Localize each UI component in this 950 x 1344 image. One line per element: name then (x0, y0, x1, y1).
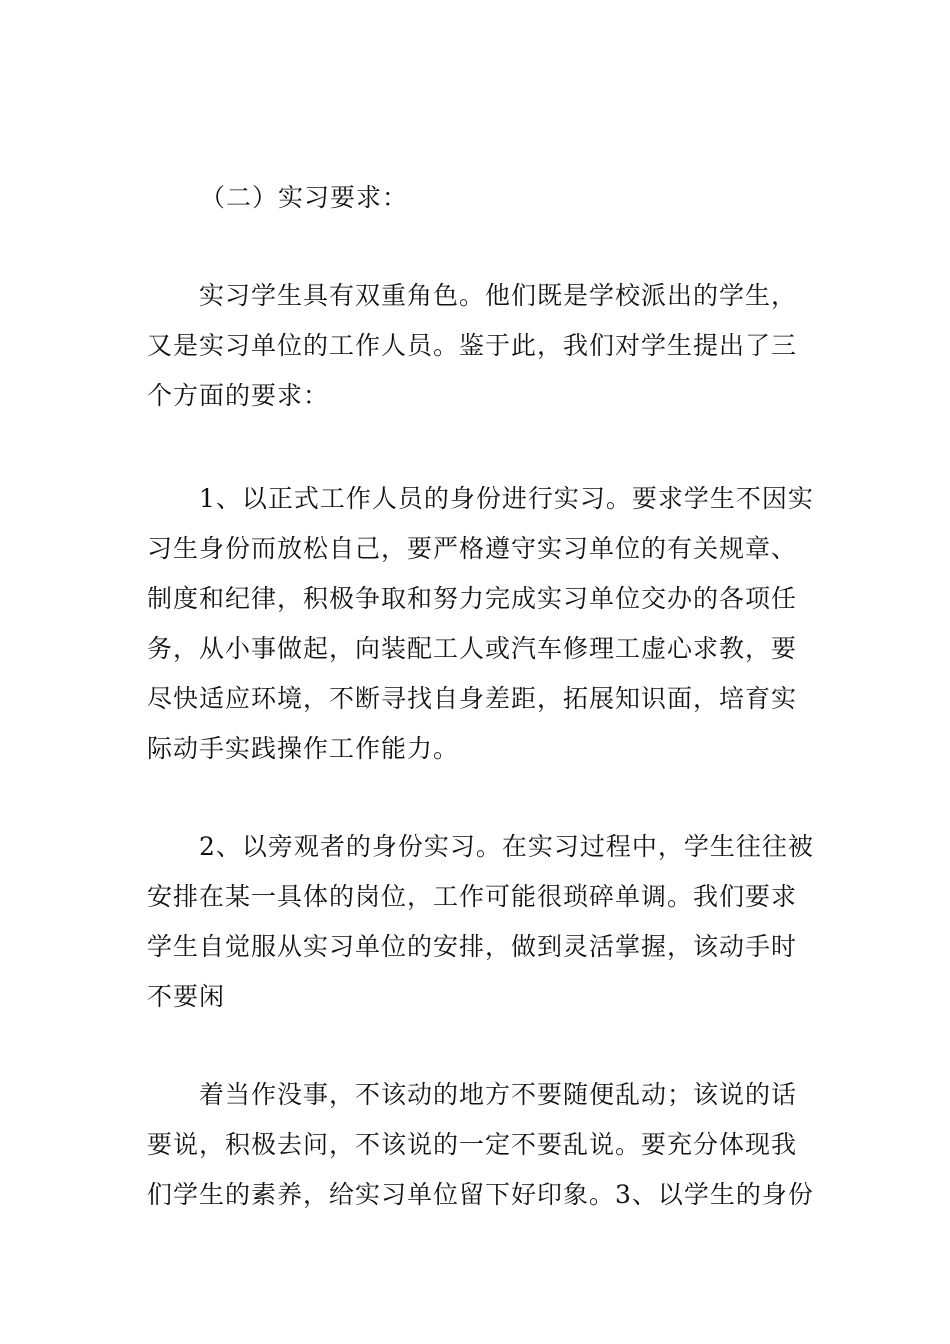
paragraph-line: 个方面的要求： (147, 381, 330, 410)
paragraph-line: 们学生的素养，给实习单位留下好印象。3、以学生的身份 (147, 1180, 814, 1209)
paragraph-line: 1、以正式工作人员的身份进行实习。要求学生不因实 (199, 484, 814, 513)
paragraph-line: 制度和纪律，积极争取和努力完成实习单位交办的各项任 (147, 584, 798, 613)
section-heading: （二）实习要求： (200, 183, 409, 212)
paragraph-line: 学生自觉服从实习单位的安排，做到灵活掌握，该动手时 (147, 932, 798, 961)
paragraph-line: 着当作没事，不该动的地方不要随便乱动；该说的话 (199, 1080, 798, 1109)
paragraph-line: 又是实习单位的工作人员。鉴于此，我们对学生提出了三 (147, 331, 798, 360)
paragraph-line: 安排在某一具体的岗位，工作可能很琐碎单调。我们要求 (147, 882, 798, 911)
paragraph-requirement-1 (147, 474, 814, 774)
paragraph-line: 要说，积极去问，不该说的一定不要乱说。要充分体现我 (147, 1130, 798, 1159)
paragraph-line: 务，从小事做起，向装配工人或汽车修理工虚心求教，要 (147, 634, 798, 663)
paragraph-line: 习生身份而放松自己，要严格遵守实习单位的有关规章、 (147, 534, 798, 563)
paragraph-continuation (147, 1070, 814, 1220)
paragraph-line: 实习学生具有双重角色。他们既是学校派出的学生， (199, 281, 798, 310)
paragraph-line: 尽快适应环境，不断寻找自身差距，拓展知识面，培育实 (147, 684, 798, 713)
paragraph-line: 际动手实践操作工作能力。 (147, 734, 460, 763)
paragraph-line: 2、以旁观者的身份实习。在实习过程中，学生往往被 (199, 832, 814, 861)
paragraph-dual-role (147, 271, 807, 421)
paragraph-requirement-2 (147, 822, 814, 1022)
paragraph-line: 不要闲 (147, 982, 226, 1011)
